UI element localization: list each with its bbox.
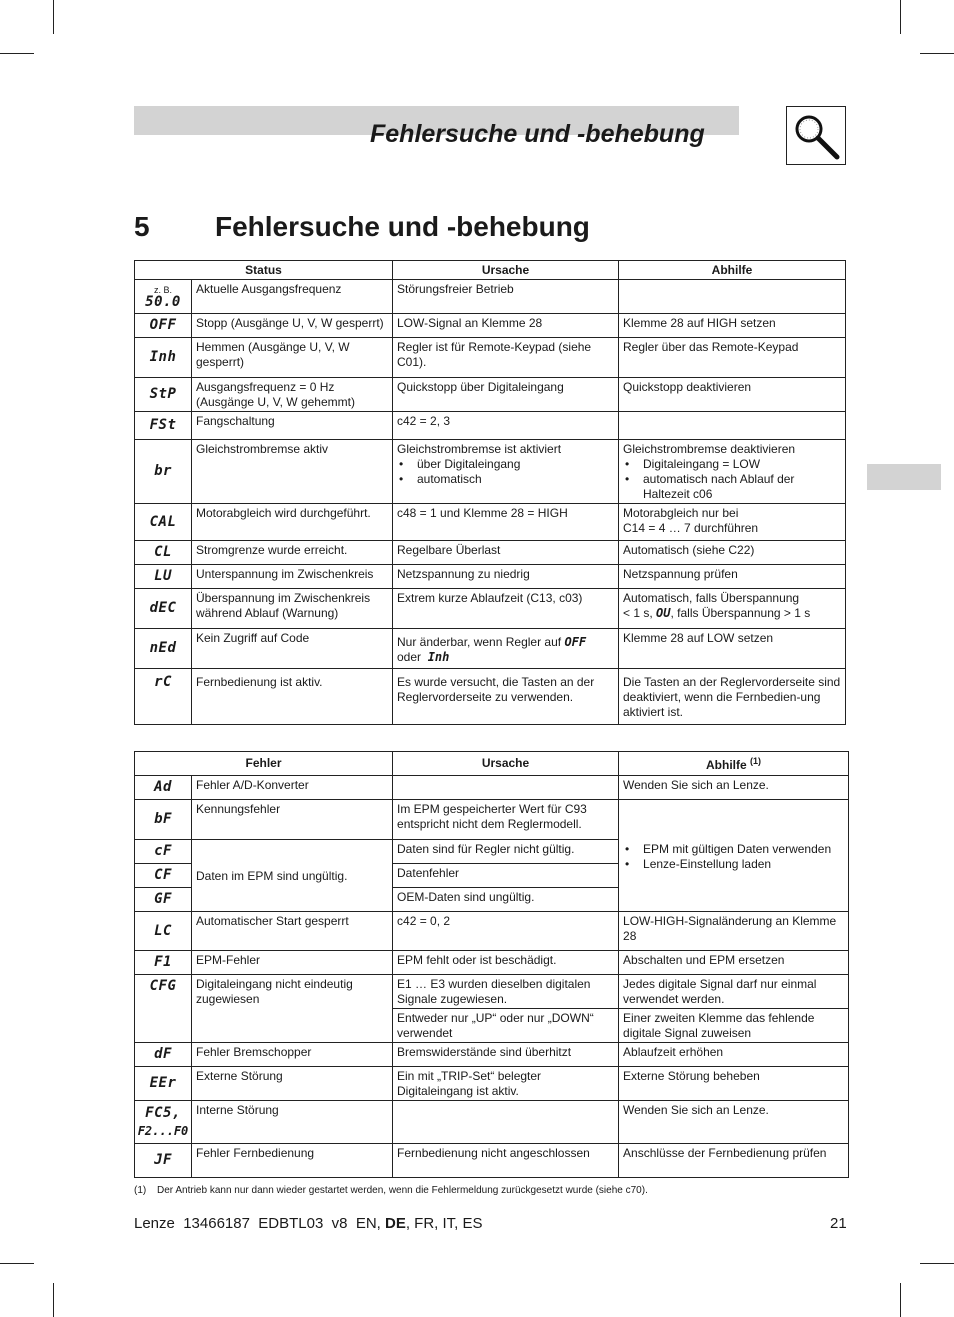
seg-code: 50.0 xyxy=(145,294,181,310)
remedy-text-part: < 1 s, xyxy=(623,606,653,620)
seg-code: LC xyxy=(154,922,172,939)
seg-code: bF xyxy=(154,811,172,827)
seg-code: EEr xyxy=(149,1075,177,1091)
fault-text: Interne Störung xyxy=(192,1101,393,1144)
status-text: Ausgangsfrequenz = 0 Hz (Ausgänge U, V, W gehemmt) xyxy=(192,378,393,412)
list-item: • über Digitaleingang xyxy=(397,457,614,472)
page-footer xyxy=(134,1215,483,1232)
section-number: 5 xyxy=(134,211,150,242)
remedy-text: Klemme 28 auf LOW setzen xyxy=(619,629,846,669)
cause-text: Störungsfreier Betrieb xyxy=(393,280,619,314)
table-row xyxy=(135,951,849,975)
table-row xyxy=(135,975,849,1009)
status-text: Aktuelle Ausgangsfrequenz xyxy=(192,280,393,314)
cause-text: Entweder nur „UP“ oder nur „DOWN“ verwendet xyxy=(393,1009,619,1043)
col-header-status: Status xyxy=(135,261,393,280)
status-text: Überspannung im Zwischenkreis während Ablauf (Warnung) xyxy=(192,589,393,629)
seg-code: CAL xyxy=(149,513,177,530)
remedy-text-part: , falls Überspannung > 1 s xyxy=(670,606,811,620)
fault-code xyxy=(135,975,192,1043)
fault-code xyxy=(135,1043,192,1067)
footer-langs: , FR, IT, ES xyxy=(405,1215,483,1232)
list-item: • automatisch xyxy=(397,472,614,487)
status-code xyxy=(135,314,192,338)
status-table xyxy=(134,260,846,725)
remedy-cell xyxy=(619,440,846,504)
cause-text: Daten sind für Regler nicht gültig. xyxy=(393,840,619,864)
cause-text: E1 … E3 wurden dieselben digitalen Signale zugewiesen. xyxy=(393,975,619,1009)
seg-code: dEC xyxy=(149,600,177,616)
cause-text: Regelbare Überlast xyxy=(393,541,619,565)
table-row xyxy=(135,314,846,338)
list-item: • EPM mit gültigen Daten verwenden xyxy=(623,842,844,857)
cause-cell xyxy=(393,440,619,504)
remedy-text: LOW-HIGH-Signaländerung an Klemme 28 xyxy=(619,912,849,951)
seg-code: CL xyxy=(154,544,172,560)
seg-code: CFG xyxy=(149,978,177,994)
status-code xyxy=(135,669,192,725)
remedy-text: Netzspannung prüfen xyxy=(619,565,846,589)
header-title: Fehlersuche und -behebung xyxy=(370,120,705,148)
remedy-text: Die Tasten an der Reglervorderseite sind deaktiviert, wenn die Fernbedien-ung aktiviert ist. xyxy=(619,669,846,725)
col-header-remedy xyxy=(619,752,849,776)
seg-code: rC xyxy=(154,674,172,690)
status-code xyxy=(135,629,192,669)
status-text: Stromgrenze wurde erreicht. xyxy=(192,541,393,565)
table-row xyxy=(135,565,846,589)
cause-text xyxy=(393,1101,619,1144)
status-text: Kein Zugriff auf Code xyxy=(192,629,393,669)
cause-text: Im EPM gespeicherter Wert für C93 entspricht nicht dem Reglermodell. xyxy=(393,800,619,840)
status-text: Unterspannung im Zwischenkreis xyxy=(192,565,393,589)
cause-text: EPM fehlt oder ist beschädigt. xyxy=(393,951,619,975)
table-row xyxy=(135,800,849,840)
seg-code: br xyxy=(154,463,172,479)
list-item: • automatisch nach Ablauf der Haltezeit c06 xyxy=(623,472,841,502)
table-header-row xyxy=(135,752,849,776)
fault-text: Fehler Fernbedienung xyxy=(192,1144,393,1178)
seg-code: OFF xyxy=(564,634,587,649)
crop-mark xyxy=(53,0,54,34)
cause-cell xyxy=(393,629,619,669)
cause-text: c42 = 2, 3 xyxy=(393,412,619,440)
fault-code xyxy=(135,1067,192,1101)
cause-text: Ein mit „TRIP-Set“ belegter Digitaleingang ist aktiv. xyxy=(393,1067,619,1101)
fault-code xyxy=(135,951,192,975)
cause-text: Bremswiderstände sind überhitzt xyxy=(393,1043,619,1067)
seg-code: Inh xyxy=(149,349,177,365)
crop-mark xyxy=(53,1283,54,1317)
table-row xyxy=(135,1101,849,1144)
footnote-number: (1) xyxy=(134,1185,147,1196)
footnote-text: Der Antrieb kann nur dann wieder gestartet werden, wenn die Fehlermeldung zurückgesetzt wurde (siehe c70). xyxy=(157,1185,648,1196)
table-row xyxy=(135,440,846,504)
remedy-text: Automatisch (siehe C22) xyxy=(619,541,846,565)
table-header-row xyxy=(135,261,846,280)
remedy-text xyxy=(619,280,846,314)
col-header-cause: Ursache xyxy=(393,261,619,280)
remedy-text: Externe Störung beheben xyxy=(619,1067,849,1101)
crop-mark xyxy=(900,1283,901,1317)
cause-text: Gleichstrombremse ist aktiviert xyxy=(397,442,562,456)
remedy-text: Wenden Sie sich an Lenze. xyxy=(619,1101,849,1144)
seg-code: F2...F0 xyxy=(137,1124,189,1138)
status-code xyxy=(135,589,192,629)
remedy-text: Wenden Sie sich an Lenze. xyxy=(619,776,849,800)
status-code xyxy=(135,440,192,504)
cause-text: Regler ist für Remote-Keypad (siehe C01). xyxy=(393,338,619,378)
table-row xyxy=(135,338,846,378)
crop-mark xyxy=(920,1263,954,1264)
seg-code: FC5, xyxy=(145,1105,181,1121)
fault-code xyxy=(135,912,192,951)
status-text: Stopp (Ausgänge U, V, W gesperrt) xyxy=(192,314,393,338)
status-code xyxy=(135,338,192,378)
table-row xyxy=(135,912,849,951)
col-header-cause: Ursache xyxy=(393,752,619,776)
cause-text: Es wurde versucht, die Tasten an der Reglervorderseite zu verwenden. xyxy=(393,669,619,725)
fault-code xyxy=(135,1101,192,1144)
status-code xyxy=(135,280,192,314)
fault-code xyxy=(135,840,192,864)
fault-text: Automatischer Start gesperrt xyxy=(192,912,393,951)
table-row xyxy=(135,1144,849,1178)
remedy-text: Motorabgleich nur bei xyxy=(623,506,739,520)
page-number: 21 xyxy=(830,1215,847,1232)
table-row xyxy=(135,1067,849,1101)
seg-code: F1 xyxy=(154,954,172,970)
fault-code xyxy=(135,800,192,840)
seg-code: dF xyxy=(154,1046,172,1062)
status-text: Fernbedienung ist aktiv. xyxy=(192,669,393,725)
col-header-remedy-text: Abhilfe xyxy=(706,758,747,772)
col-header-remedy: Abhilfe xyxy=(619,261,846,280)
seg-code: CF xyxy=(154,867,172,883)
cause-text: Datenfehler xyxy=(393,864,619,888)
fault-text: Fehler Bremschopper xyxy=(192,1043,393,1067)
table-row xyxy=(135,589,846,629)
cause-text: OEM-Daten sind ungültig. xyxy=(393,888,619,912)
cause-text: LOW-Signal an Klemme 28 xyxy=(393,314,619,338)
status-text: Gleichstrombremse aktiv xyxy=(192,440,393,504)
seg-code: cF xyxy=(154,843,172,859)
remedy-cell xyxy=(619,800,849,912)
seg-code: GF xyxy=(154,891,172,907)
crop-mark xyxy=(920,53,954,54)
status-code xyxy=(135,565,192,589)
footer-doc: Lenze 13466187 EDBTL03 v8 EN, xyxy=(134,1215,385,1232)
cause-text: Quickstopp über Digitaleingang xyxy=(393,378,619,412)
fault-code xyxy=(135,1144,192,1178)
fault-text: Externe Störung xyxy=(192,1067,393,1101)
fault-text: Daten im EPM sind ungültig. xyxy=(192,840,393,912)
status-code xyxy=(135,541,192,565)
status-code xyxy=(135,504,192,541)
section-title: Fehlersuche und -behebung xyxy=(215,211,590,242)
seg-code: Inh xyxy=(427,649,450,664)
remedy-text: Anschlüsse der Fernbedienung prüfen xyxy=(619,1144,849,1178)
status-text: Motorabgleich wird durchgeführt. xyxy=(192,504,393,541)
remedy-text: Einer zweiten Klemme das fehlende digitale Signal zuweisen xyxy=(619,1009,849,1043)
seg-code: FSt xyxy=(149,417,177,433)
table-row xyxy=(135,504,846,541)
fault-code xyxy=(135,888,192,912)
cause-text: Extrem kurze Ablaufzeit (C13, c03) xyxy=(393,589,619,629)
table-row xyxy=(135,669,846,725)
cause-list xyxy=(397,457,614,487)
fault-code xyxy=(135,776,192,800)
table-row xyxy=(135,541,846,565)
seg-code: nEd xyxy=(149,640,177,656)
footnote-ref: (1) xyxy=(750,756,762,766)
remedy-text: Abschalten und EPM ersetzen xyxy=(619,951,849,975)
fault-text: Digitaleingang nicht eindeutig zugewiesen xyxy=(192,975,393,1043)
crop-mark xyxy=(900,0,901,34)
cause-text: Nur änderbar, wenn Regler auf xyxy=(397,634,562,649)
remedy-text: Klemme 28 auf HIGH setzen xyxy=(619,314,846,338)
fault-text: Fehler A/D-Konverter xyxy=(192,776,393,800)
cause-text: Fernbedienung nicht angeschlossen xyxy=(393,1144,619,1178)
cause-text xyxy=(393,776,619,800)
fault-table xyxy=(134,751,849,1178)
remedy-text xyxy=(619,412,846,440)
table-row xyxy=(135,378,846,412)
table-row xyxy=(135,1043,849,1067)
fault-code xyxy=(135,864,192,888)
seg-code: OU xyxy=(656,606,671,620)
remedy-cell xyxy=(619,504,846,541)
remedy-text: Gleichstrombremse deaktivieren xyxy=(623,442,796,456)
table-row xyxy=(135,629,846,669)
table-row xyxy=(135,280,846,314)
status-text: Fangschaltung xyxy=(192,412,393,440)
seg-code: StP xyxy=(149,386,177,402)
magnifier-icon xyxy=(786,106,846,165)
status-code xyxy=(135,378,192,412)
seg-code: LU xyxy=(154,568,172,584)
seg-code: JF xyxy=(154,1152,172,1168)
cause-text: c48 = 1 und Klemme 28 = HIGH xyxy=(393,504,619,541)
table-row xyxy=(135,412,846,440)
remedy-text: Regler über das Remote-Keypad xyxy=(619,338,846,378)
seg-code: Ad xyxy=(154,779,172,795)
fault-text: EPM-Fehler xyxy=(192,951,393,975)
remedy-text: Jedes digitale Signal darf nur einmal verwendet werden. xyxy=(619,975,849,1009)
remedy-text: Quickstopp deaktivieren xyxy=(619,378,846,412)
crop-mark xyxy=(0,1263,34,1264)
remedy-list xyxy=(623,457,841,502)
status-code xyxy=(135,412,192,440)
remedy-line-2 xyxy=(623,606,841,621)
remedy-text: Ablaufzeit erhöhen xyxy=(619,1043,849,1067)
crop-mark xyxy=(0,53,34,54)
seg-code: OFF xyxy=(149,317,177,333)
cause-line-2 xyxy=(397,650,614,665)
remedy-list xyxy=(623,842,844,872)
footnote xyxy=(134,1185,648,1196)
cause-text: oder xyxy=(397,649,422,664)
footer-lang-active: DE xyxy=(385,1215,406,1232)
zb-label: z. B. xyxy=(153,285,172,295)
status-text: Hemmen (Ausgänge U, V, W gesperrt) xyxy=(192,338,393,378)
remedy-text-2: C14 = 4 … 7 durchführen xyxy=(623,521,759,535)
cause-line-1 xyxy=(397,635,614,650)
cause-text: Netzspannung zu niedrig xyxy=(393,565,619,589)
remedy-text: Automatisch, falls Überspannung xyxy=(623,591,800,605)
remedy-cell xyxy=(619,589,846,629)
fault-text: Kennungsfehler xyxy=(192,800,393,840)
cause-text: c42 = 0, 2 xyxy=(393,912,619,951)
col-header-fault: Fehler xyxy=(135,752,393,776)
table-row xyxy=(135,776,849,800)
chapter-tab xyxy=(867,464,941,490)
list-item: • Digitaleingang = LOW xyxy=(623,457,841,472)
list-item: • Lenze-Einstellung laden xyxy=(623,857,844,872)
